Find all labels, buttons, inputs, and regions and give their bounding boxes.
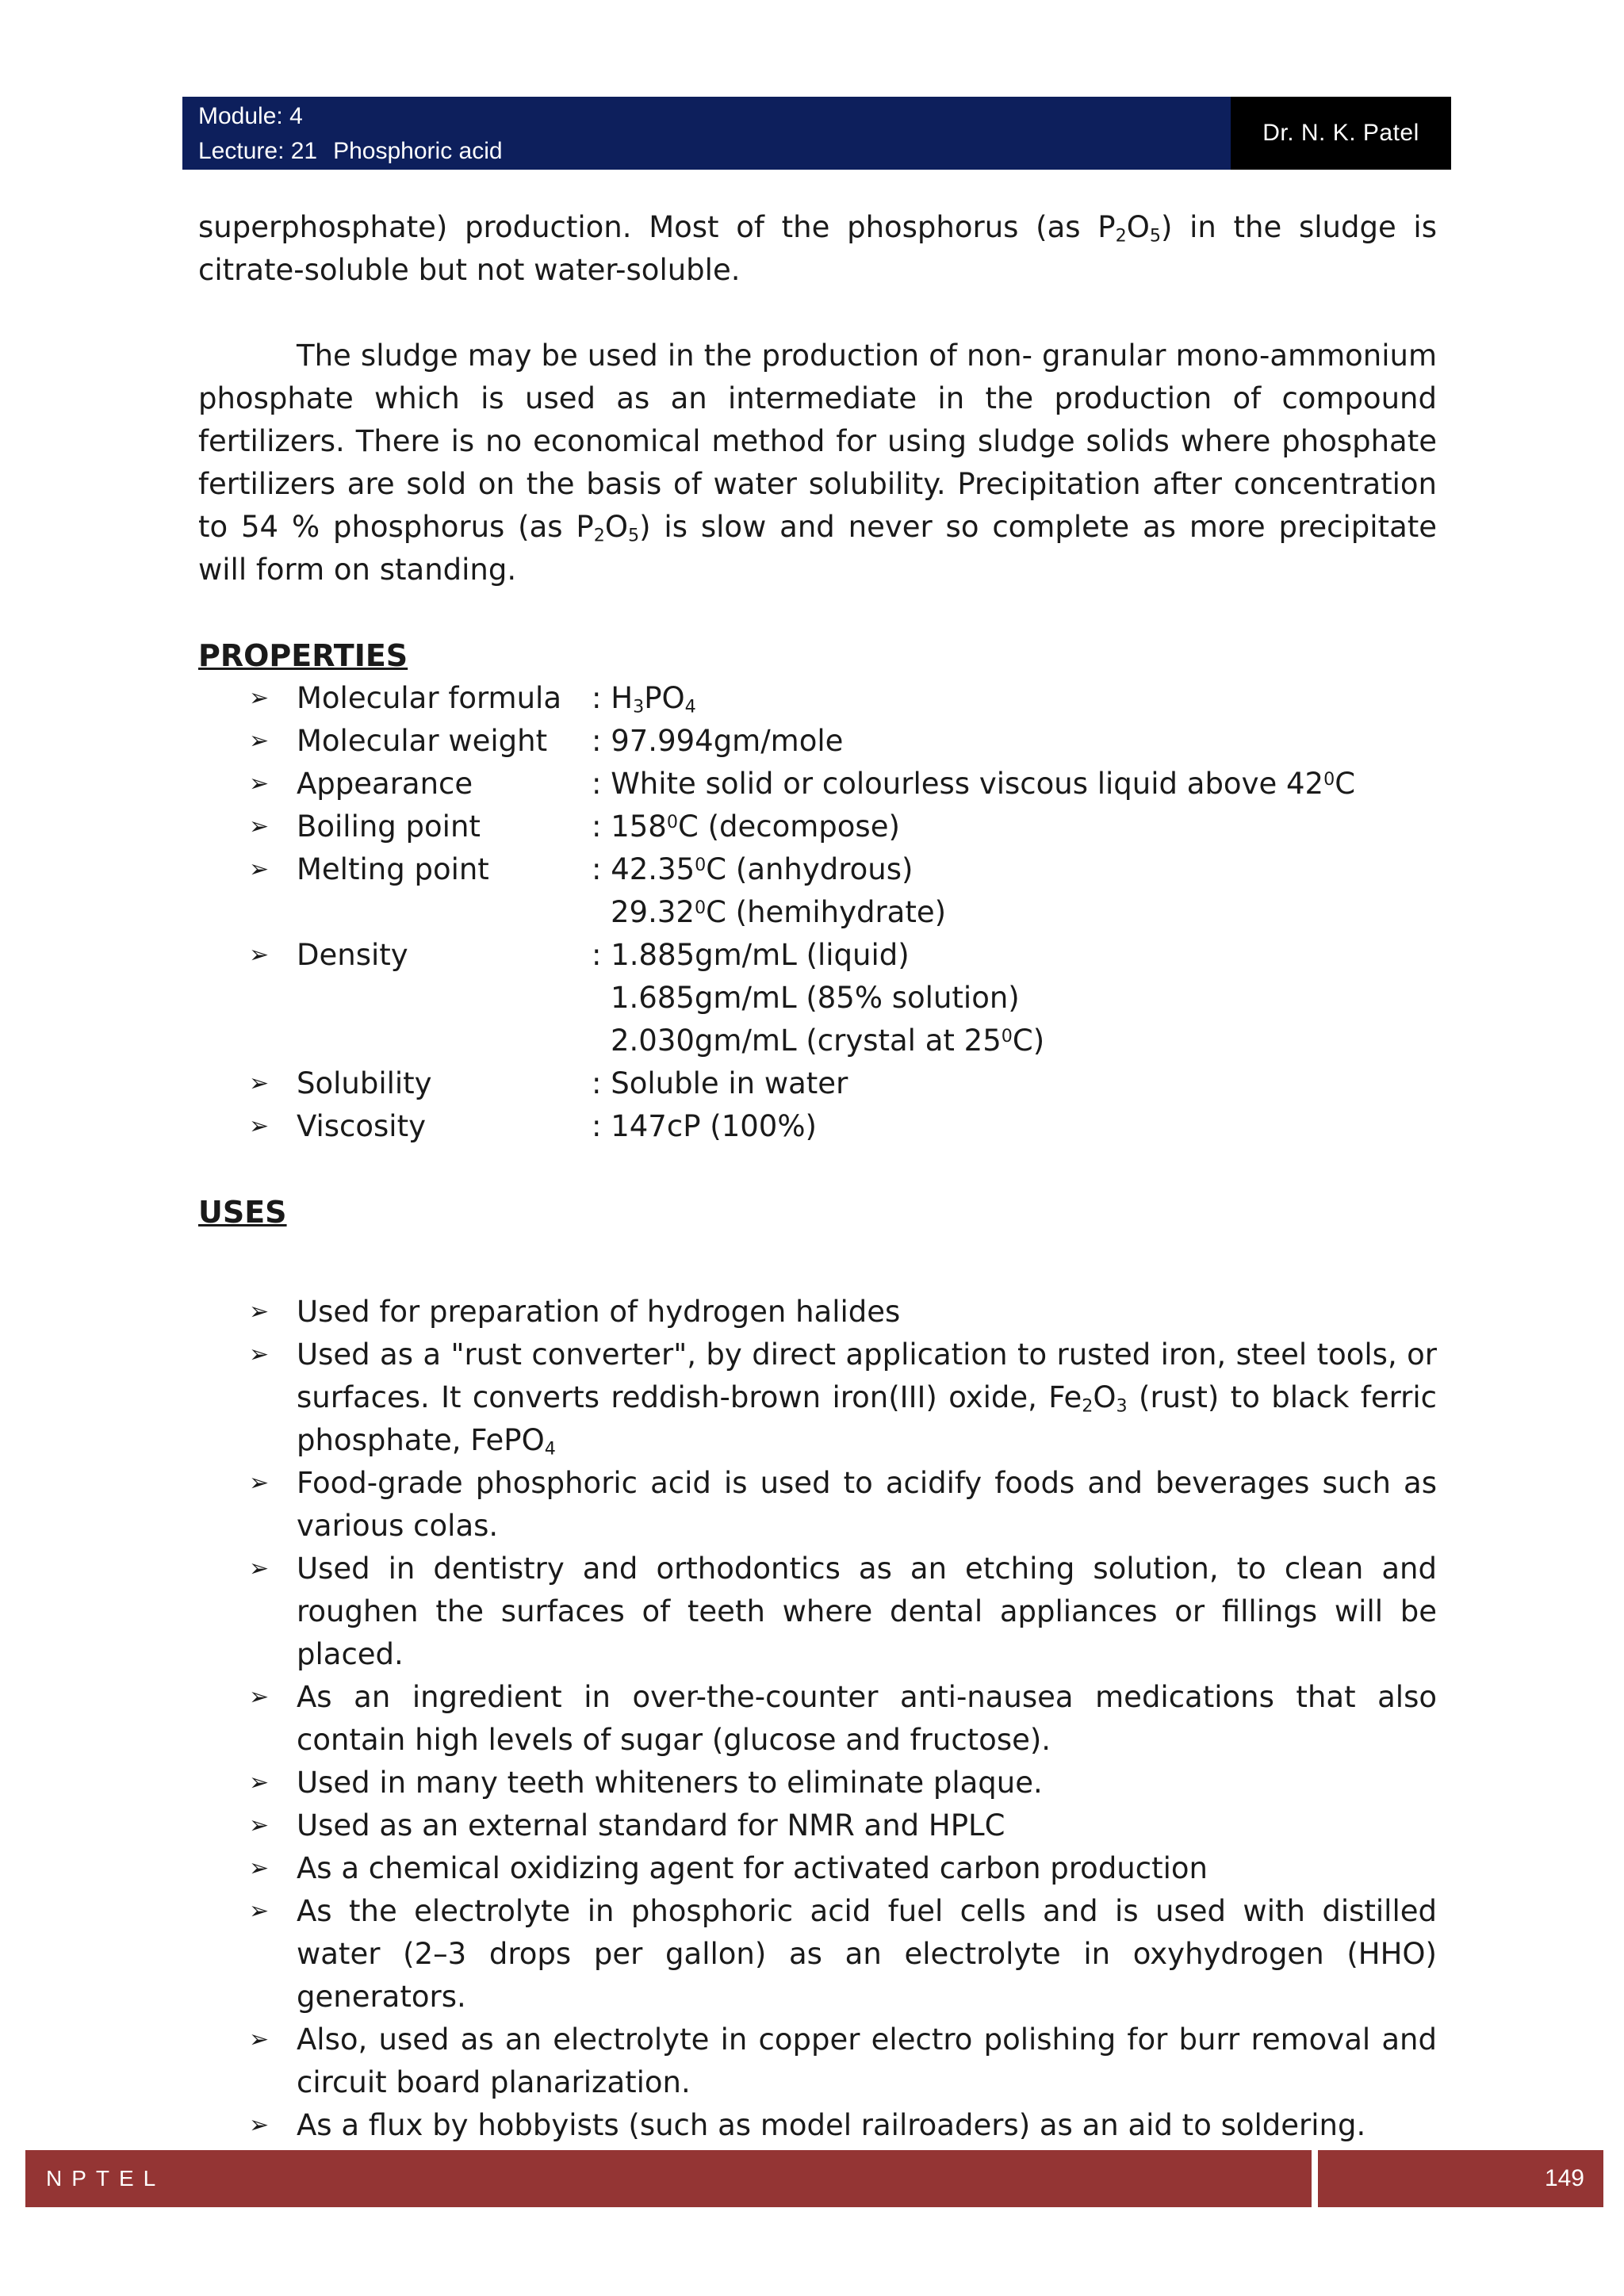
property-value: : 147cP (100%) bbox=[592, 1109, 817, 1143]
property-density bbox=[198, 934, 1437, 1062]
list-item: ➢ Also, used as an electrolyte in copper electro polishing for burr removal and circuit board planarization. bbox=[198, 2019, 1437, 2104]
footer-label: NPTEL bbox=[46, 2166, 166, 2191]
lecture-line bbox=[198, 134, 1231, 169]
uses-list bbox=[198, 1291, 1437, 2147]
header-module-bar bbox=[182, 97, 1231, 170]
properties-heading: PROPERTIES bbox=[198, 638, 408, 673]
paragraph-sludge-solubility: superphosphate) production. Most of the phosphorus (as $P_2O_5$) in the sludge is citrate-soluble but not water-soluble. bbox=[198, 210, 1437, 287]
property-label: Appearance bbox=[297, 767, 473, 801]
property-label: Solubility bbox=[297, 1066, 432, 1100]
bullet-arrow-icon: ➢ bbox=[249, 1070, 270, 1097]
property-boiling-point bbox=[198, 806, 1437, 848]
module-label: Module: 4 bbox=[198, 103, 303, 129]
list-item: ➢ As a flux by hobbyists (such as model railroaders) as an aid to soldering. bbox=[198, 2104, 1437, 2147]
bullet-arrow-icon: ➢ bbox=[249, 770, 270, 798]
property-label: Melting point bbox=[297, 852, 489, 886]
bullet-arrow-icon: ➢ bbox=[249, 855, 270, 883]
property-value: : White solid or colourless viscous liquid above $42^0C$ bbox=[592, 767, 1356, 801]
list-item: ➢ Used in many teeth whiteners to eliminate plaque. bbox=[198, 1762, 1437, 1804]
property-solubility bbox=[198, 1062, 1437, 1105]
list-item: ➢ As an ingredient in over-the-counter anti-nausea medications that also contain high levels of sugar (glucose and fructose). bbox=[198, 1676, 1437, 1762]
list-item: ➢ As a chemical oxidizing agent for activated carbon production bbox=[198, 1847, 1437, 1890]
bullet-arrow-icon: ➢ bbox=[249, 1769, 270, 1797]
property-label: Molecular formula bbox=[297, 681, 561, 715]
list-item: ➢ Used in dentistry and orthodontics as an etching solution, to clean and roughen the surfaces of teeth where dental appliances or fillings will be placed. bbox=[198, 1548, 1437, 1676]
header-author-box bbox=[1231, 97, 1451, 170]
property-value: : 97.994gm/mole bbox=[592, 724, 844, 758]
property-label: Density bbox=[297, 938, 408, 972]
property-value: : 1.885gm/mL (liquid) 1.685gm/mL (85% solution) 2.030gm/mL (crystal at $25^0C$) bbox=[592, 938, 1045, 1058]
bullet-arrow-icon: ➢ bbox=[249, 1298, 270, 1326]
property-value: : $158^0C$ (decompose) bbox=[592, 809, 900, 844]
list-item: ➢ Used as a "rust converter", by direct application to rusted iron, steel tools, or surfaces. It converts reddish-brown iron(III) oxide, $Fe_2O_3$ (rust) to black ferric phosphate, FePO$_4$ bbox=[198, 1334, 1437, 1462]
bullet-arrow-icon: ➢ bbox=[249, 1555, 270, 1582]
bullet-arrow-icon: ➢ bbox=[249, 1897, 270, 1925]
bullet-arrow-icon: ➢ bbox=[249, 1112, 270, 1140]
property-melting-point bbox=[198, 848, 1437, 934]
property-label: Viscosity bbox=[297, 1109, 426, 1143]
bullet-arrow-icon: ➢ bbox=[249, 684, 270, 712]
property-label: Molecular weight bbox=[297, 724, 548, 758]
property-viscosity bbox=[198, 1105, 1437, 1148]
property-value: : $H_3PO_4$ bbox=[592, 681, 696, 718]
bullet-arrow-icon: ➢ bbox=[249, 2111, 270, 2139]
author-name: Dr. N. K. Patel bbox=[1262, 120, 1419, 146]
property-weight bbox=[198, 720, 1437, 763]
bullet-arrow-icon: ➢ bbox=[249, 1683, 270, 1711]
list-item: ➢ As the electrolyte in phosphoric acid fuel cells and is used with distilled water (2–3 drops per gallon) as an electrolyte in oxyhydrogen (HHO) generators. bbox=[198, 1890, 1437, 2019]
bullet-arrow-icon: ➢ bbox=[249, 1469, 270, 1497]
list-item: ➢ Used for preparation of hydrogen halides bbox=[198, 1291, 1437, 1334]
bullet-arrow-icon: ➢ bbox=[249, 1854, 270, 1882]
property-formula bbox=[198, 677, 1437, 720]
property-value: : Soluble in water bbox=[592, 1066, 848, 1100]
bullet-arrow-icon: ➢ bbox=[249, 1812, 270, 1839]
list-item: ➢ Food-grade phosphoric acid is used to acidify foods and beverages such as various colas. bbox=[198, 1462, 1437, 1548]
footer-nptel-bar bbox=[25, 2150, 1312, 2207]
bullet-arrow-icon: ➢ bbox=[249, 727, 270, 755]
list-item: ➢ Used as an external standard for NMR and HPLC bbox=[198, 1804, 1437, 1847]
page-number: 149 bbox=[1544, 2165, 1584, 2191]
bullet-arrow-icon: ➢ bbox=[249, 1341, 270, 1368]
lecture-number: Lecture: 21 bbox=[198, 138, 318, 164]
bullet-arrow-icon: ➢ bbox=[249, 813, 270, 840]
bullet-arrow-icon: ➢ bbox=[249, 941, 270, 969]
property-value: : 42.35$^0$C (anhydrous) 29.32$^0$C (hemihydrate) bbox=[592, 852, 947, 929]
footer-page-box bbox=[1318, 2150, 1603, 2207]
bullet-arrow-icon: ➢ bbox=[249, 2026, 270, 2053]
lecture-title: Phosphoric acid bbox=[333, 138, 503, 164]
property-appearance bbox=[198, 763, 1437, 806]
uses-heading: USES bbox=[198, 1195, 287, 1230]
property-label: Boiling point bbox=[297, 809, 481, 844]
page-content bbox=[198, 206, 1437, 2147]
paragraph-sludge-uses: The sludge may be used in the production of non- granular mono-ammonium phosphate which is used as an intermediate in the production of compound fertilizers. There is no economical method for using sludge solids where phosphate fertilizers are sold on the basis of water solubility. Precipitation after concentration to 54 % phosphorus (as $P_2O_5$) is slow and never so complete as more precipitate will form on standing. bbox=[198, 339, 1438, 587]
properties-list bbox=[198, 677, 1437, 1148]
